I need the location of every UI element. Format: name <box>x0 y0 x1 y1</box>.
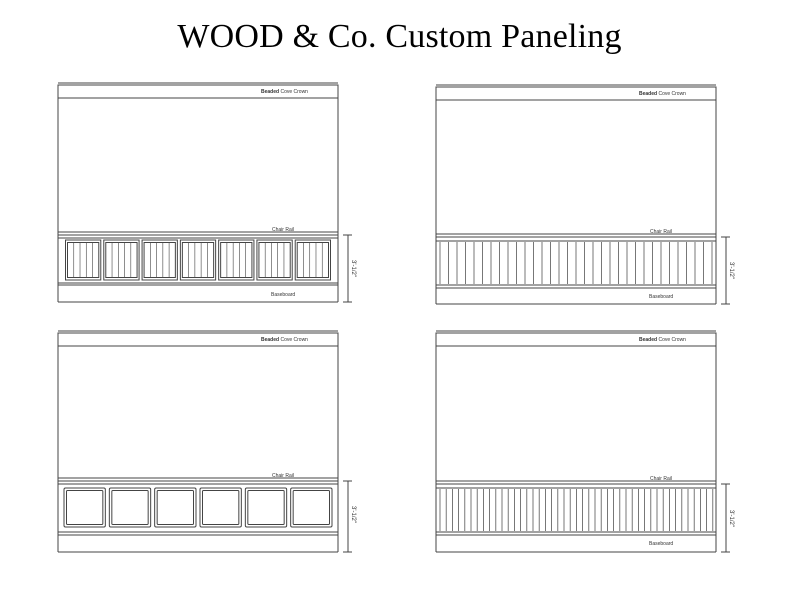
panel-inner-frame <box>182 243 213 278</box>
crown-label: Beaded Cove Crown <box>261 89 308 95</box>
chair-rail-label: Chair Rail <box>272 473 294 479</box>
raised-panel-inner <box>67 491 103 525</box>
panel-inner-frame <box>221 243 252 278</box>
raised-panel <box>200 488 241 527</box>
page-title: WOOD & Co. Custom Paneling <box>177 18 622 55</box>
wainscot-panel <box>104 240 139 280</box>
raised-panel-inner <box>293 491 329 525</box>
wainscot-panel <box>142 240 177 280</box>
dimension-label: 3'-1/2" <box>728 262 734 279</box>
elevation-panel-4 <box>434 328 744 558</box>
raised-panel <box>245 488 286 527</box>
raised-panel-inner <box>248 491 284 525</box>
wainscot-panel <box>257 240 292 280</box>
wainscot-panels <box>66 240 331 280</box>
square-panels <box>64 488 332 527</box>
beadboard-slats <box>440 489 713 531</box>
elevation-panel-3 <box>56 328 366 558</box>
wainscot-panel <box>180 240 215 280</box>
wainscot-panel <box>219 240 254 280</box>
panel-inner-frame <box>68 243 99 278</box>
raised-panel <box>109 488 150 527</box>
crown-label: Beaded Cove Crown <box>639 337 686 343</box>
panel-inner-frame <box>144 243 175 278</box>
raised-panel-inner <box>203 491 239 525</box>
wainscot-panel <box>295 240 330 280</box>
dimension-label: 3'-1/2" <box>350 260 356 277</box>
raised-panel <box>155 488 196 527</box>
baseboard-label: Baseboard <box>649 294 674 300</box>
dimension-label: 3'-1/2" <box>350 506 356 523</box>
beadboard-slats <box>440 242 712 284</box>
chair-rail-label: Chair Rail <box>650 476 672 482</box>
panel-inner-frame <box>259 243 290 278</box>
elevation-panel-1 <box>56 80 366 310</box>
panel-inner-frame <box>297 243 328 278</box>
baseboard-label: Baseboard <box>649 541 674 547</box>
panel-inner-frame <box>106 243 137 278</box>
wainscot-panel <box>66 240 101 280</box>
raised-panel-inner <box>157 491 193 525</box>
raised-panel <box>291 488 332 527</box>
baseboard-label: Baseboard <box>271 292 296 298</box>
chair-rail-label: Chair Rail <box>272 227 294 233</box>
dimension-label: 3'-1/2" <box>728 510 734 527</box>
elevation-panel-2 <box>434 82 744 312</box>
crown-label: Beaded Cove Crown <box>261 337 308 343</box>
crown-label: Beaded Cove Crown <box>639 91 686 97</box>
raised-panel <box>64 488 105 527</box>
chair-rail-label: Chair Rail <box>650 229 672 235</box>
raised-panel-inner <box>112 491 148 525</box>
